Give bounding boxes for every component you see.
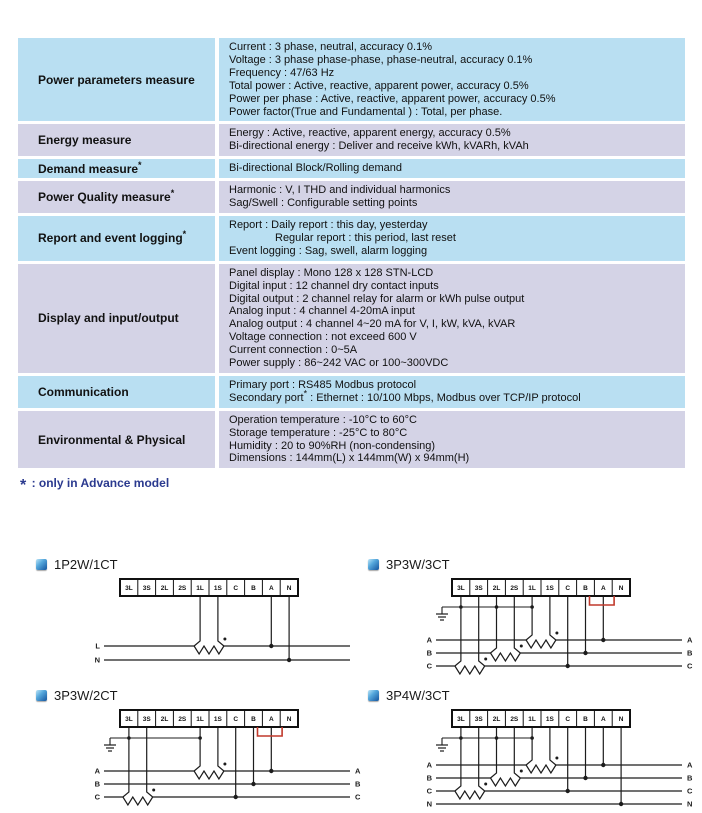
spec-row [18,124,685,156]
ct-winding [455,791,485,799]
terminal-label: 1S [213,585,222,593]
ct-symbols [123,727,226,805]
voltage-taps [566,596,606,668]
square-bullet-icon [368,690,379,701]
ct-polarity-dot [484,783,487,786]
terminal-label: 1S [545,716,554,724]
terminal-label: 2L [492,585,501,593]
ground-symbol [104,737,202,752]
terminal-label: N [618,716,624,724]
line-label-left: C [426,661,432,671]
spec-row-content [219,376,685,408]
terminal-label: 2S [510,716,519,724]
square-bullet-icon [36,559,47,570]
spec-row-content [219,124,685,156]
terminal-block [120,579,298,596]
terminal-label: B [583,585,588,593]
spec-line: Power per phase : Active, reactive, apparent power, accuracy 0.5% [229,92,556,105]
advance-asterisk-icon: * [182,229,187,240]
specification-title: Specification [24,6,134,25]
ct-winding [194,771,224,779]
spec-row-content [219,159,685,178]
wiring-diagram-3p4w-3ct [396,705,696,813]
advance-asterisk-icon: * [170,188,175,199]
spec-row [18,216,685,261]
diagram-title-label: 3P3W/3CT [386,557,450,573]
terminal-label: A [600,716,606,724]
spec-table [18,38,685,468]
ct-polarity-dot [152,789,155,792]
voltage-jumper [258,727,283,736]
line-label-right: N [687,799,693,809]
spec-row-label: Communication [18,376,215,408]
specification-header [0,2,702,30]
spec-row-label: Demand measure* [18,159,215,178]
spec-line: Power supply : 86~242 VAC or 100~300VDC [229,357,449,370]
spec-line: Operation temperature : -10°C to 60°C [229,413,417,426]
terminal-label: 2S [510,585,519,593]
spec-row-label: Power Quality measure* [18,181,215,213]
terminal-label: 1L [196,716,204,724]
ct-polarity-dot [223,638,226,641]
diagram-cell [351,557,702,682]
line-label-left: B [426,648,432,658]
terminal-label: N [286,585,292,593]
line-label-left: A [426,635,432,645]
spec-row-content [219,264,685,373]
terminal-label: 2L [492,716,501,724]
wiring-title: Wiring diagram [24,517,152,537]
spec-line: Storage temperature : -25°C to 80°C [229,426,408,439]
footnote-text: : only in Advance model [28,476,170,491]
terminal-label: B [251,716,256,724]
line-label-left: C [426,786,432,796]
terminal-label: B [251,585,256,593]
phase-lines [95,767,361,802]
spec-line: Panel display : Mono 128 x 128 STN-LCD [229,266,434,279]
terminal-label: 1L [528,716,536,724]
terminal-label: 3S [142,716,151,724]
terminal-label: 1S [213,716,222,724]
terminal-label: B [583,716,588,724]
advance-asterisk-icon: * [303,388,308,399]
spec-row-label: Display and input/output [18,264,215,373]
square-bullet-icon [368,559,379,570]
terminal-label: C [565,716,571,724]
ct-symbols [194,596,226,654]
terminal-label: N [286,716,292,724]
spec-row-content [219,411,685,469]
terminal-label: A [268,585,274,593]
diagram-title [368,688,702,703]
voltage-taps [234,727,274,799]
line-label-right: B [687,648,693,658]
spec-line: Regular report : this period, last reset [275,231,456,244]
spec-line: Power factor(True and Fundamental ) : Total, per phase. [229,105,503,118]
spec-row-label: Energy measure [18,124,215,156]
spec-line: Report : Daily report : this day, yesterday [229,218,428,231]
spec-line: Total power : Active, reactive, apparent power, accuracy 0.5% [229,79,529,92]
terminal-label: 3L [457,716,465,724]
spec-row [18,376,685,408]
spec-line: Energy : Active, reactive, apparent energy, accuracy 0.5% [229,127,511,140]
spec-row [18,264,685,373]
ct-polarity-dot [223,763,226,766]
line-label-left: C [94,792,100,802]
terminal-label: 3L [125,716,133,724]
wiring-diagram-3p3w-3ct [396,574,696,682]
spec-line: Event logging : Sag, swell, alarm logging [229,244,428,257]
spec-line: Current connection : 0~5A [229,344,358,357]
diagram-title [36,688,351,703]
spec-row [18,38,685,121]
diagram-title-label: 3P4W/3CT [386,688,450,704]
phase-lines [427,636,693,671]
wiring-diagram-1p2w-1ct [64,574,364,682]
line-label-right: A [687,760,693,770]
terminal-label: 3S [142,585,151,593]
spec-line: Current : 3 phase, neutral, accuracy 0.1% [229,41,432,53]
line-label-left: B [426,773,432,783]
terminal-block [120,710,298,727]
spec-row-content [219,38,685,121]
spec-line: Sag/Swell : Configurable setting points [229,197,418,210]
spec-line: Humidity : 20 to 90%RH (non-condensing) [229,439,436,452]
ct-winding [194,646,224,654]
spec-line: Bi-directional energy : Deliver and receive kWh, kVARh, kVAh [229,140,529,153]
diagram-title-label: 3P3W/2CT [54,688,118,704]
diagram-cell [0,688,361,813]
line-label-right: C [355,792,361,802]
ct-symbols [455,596,559,674]
line-label-left: L [95,641,100,651]
wiring-grid [0,557,702,813]
line-label-right: C [687,661,693,671]
diagram-title [368,557,702,572]
line-label-left: A [426,760,432,770]
spec-row [18,159,685,178]
terminal-label: N [618,585,624,593]
spec-row-label: Environmental & Physical [18,411,215,469]
ct-polarity-dot [520,770,523,773]
line-label-left: A [94,766,100,776]
ct-winding [526,640,556,648]
terminal-label: 3L [457,585,465,593]
spec-row-content [219,181,685,213]
terminal-block [452,579,630,596]
terminal-label: 1S [545,585,554,593]
ct-winding [526,765,556,773]
diagram-cell [351,688,702,813]
line-label-right: C [687,786,693,796]
spec-line: Voltage : 3 phase phase-phase, phase-neutral, accuracy 0.1% [229,53,533,66]
wiring-header [0,513,702,541]
ct-polarity-dot [555,632,558,635]
terminal-label: 1L [528,585,536,593]
ct-polarity-dot [484,658,487,661]
voltage-taps [269,596,291,662]
wiring-section [0,513,702,813]
ct-winding [455,666,485,674]
ct-winding [123,797,153,805]
terminal-label: 2L [160,716,169,724]
spec-row [18,411,685,469]
spec-row [18,181,685,213]
terminal-label: A [268,716,274,724]
spec-line: Dimensions : 144mm(L) x 144mm(W) x 94mm(H) [229,452,470,465]
spec-line: Primary port : RS485 Modbus protocol [229,378,417,391]
ct-winding [491,778,521,786]
ct-polarity-dot [520,645,523,648]
spec-line: Analog input : 4 channel 4-20mA input [229,305,415,318]
ct-winding [491,653,521,661]
spec-row-content [219,216,685,261]
diagram-title-label: 1P2W/1CT [54,557,118,573]
footnote [20,476,702,495]
line-label-left: B [94,779,100,789]
spec-line: Digital output : 2 channel relay for alarm or kWh pulse output [229,292,525,305]
terminal-label: 2S [178,716,187,724]
terminal-label: C [565,585,571,593]
diagram-title [36,557,351,572]
terminal-label: A [600,585,606,593]
spec-line: Voltage connection : not exceed 600 V [229,331,417,344]
spec-line: Frequency : 47/63 Hz [229,66,335,79]
line-label-left: N [94,655,100,665]
square-bullet-icon [36,690,47,701]
spec-line: Analog output : 4 channel 4~20 mA for V, I, kW, kVA, kVAR [229,318,516,331]
spec-line: Harmonic : V, I THD and individual harmonics [229,184,451,197]
line-label-left: N [426,799,432,809]
ground-symbol [436,606,534,621]
terminal-label: 2L [160,585,169,593]
spec-row-label: Report and event logging* [18,216,215,261]
line-label-right: A [355,766,361,776]
line-label-right: B [687,773,693,783]
wiring-diagram-3p3w-2ct [64,705,364,813]
spec-line: Digital input : 12 channel dry contact inputs [229,279,439,292]
line-label-right: B [355,779,361,789]
ct-polarity-dot [555,757,558,760]
spec-line: Secondary port* : Ethernet : 10/100 Mbps, Modbus over TCP/IP protocol [229,388,581,404]
terminal-label: C [233,716,239,724]
phase-lines [427,761,693,809]
line-label-right: A [687,635,693,645]
voltage-jumper [590,596,615,605]
terminal-label: 3S [474,585,483,593]
ground-symbol [436,737,534,752]
terminal-label: 1L [196,585,204,593]
spec-row-label: Power parameters measure [18,38,215,121]
terminal-label: 3L [125,585,133,593]
footnote-asterisk-icon: * [20,477,27,495]
advance-asterisk-icon: * [138,159,142,170]
diagram-cell [0,557,351,682]
terminal-label: C [233,585,239,593]
terminal-label: 2S [178,585,187,593]
voltage-taps [566,727,624,806]
spec-line: Bi-directional Block/Rolling demand [229,162,403,175]
terminal-label: 3S [474,716,483,724]
terminal-block [452,710,630,727]
